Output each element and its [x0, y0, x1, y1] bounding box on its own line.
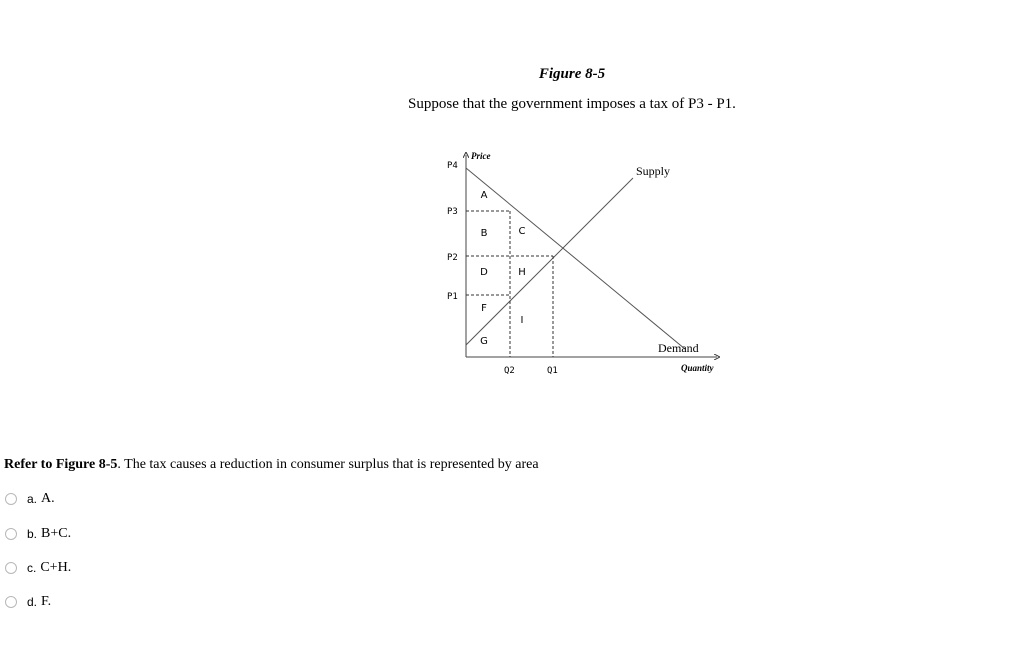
option-letter: c.	[27, 561, 37, 575]
area-label-d: D	[480, 267, 488, 278]
option-d[interactable]	[5, 593, 51, 611]
radio-button-icon[interactable]	[5, 562, 17, 574]
question-body: . The tax causes a reduction in consumer surplus that is represented by area	[117, 457, 539, 472]
option-b[interactable]	[5, 525, 71, 543]
option-letter: a.	[27, 492, 38, 506]
area-label-f: F	[481, 303, 487, 314]
question-figure-ref: Refer to Figure 8-5	[4, 457, 118, 472]
area-label-h: H	[518, 267, 526, 278]
quantity-label-q1: Q1	[547, 366, 558, 376]
price-label-p4: P4	[447, 161, 458, 171]
radio-button-icon[interactable]	[5, 596, 17, 608]
option-c[interactable]	[5, 559, 71, 577]
radio-button-icon[interactable]	[5, 493, 17, 505]
option-a[interactable]	[5, 490, 55, 508]
option-text: F.	[41, 594, 52, 609]
option-letter: b.	[27, 527, 38, 541]
supply-label: Supply	[636, 164, 671, 178]
price-label-p2: P2	[447, 253, 458, 263]
figure-subtitle: Suppose that the government imposes a tax of P3 - P1.	[408, 96, 736, 112]
price-label-p1: P1	[447, 292, 458, 302]
price-label-p3: P3	[447, 207, 458, 217]
quantity-label-q2: Q2	[504, 366, 515, 376]
y-axis-title: Price	[471, 151, 491, 161]
area-label-b: B	[480, 228, 488, 239]
demand-label: Demand	[658, 341, 699, 355]
area-label-a: A	[480, 190, 488, 201]
supply-curve	[466, 178, 633, 345]
option-text: A.	[41, 491, 55, 506]
question-text	[4, 457, 539, 473]
option-text: C+H.	[40, 560, 72, 575]
area-label-g: G	[480, 336, 488, 347]
figure-title: Figure 8-5	[538, 66, 606, 82]
option-text: B+C.	[41, 526, 72, 541]
option-letter: d.	[27, 595, 38, 609]
area-label-c: C	[518, 226, 526, 237]
radio-button-icon[interactable]	[5, 528, 17, 540]
area-label-i: I	[520, 315, 524, 326]
supply-demand-figure	[430, 145, 740, 380]
x-axis-title: Quantity	[681, 363, 714, 373]
demand-curve	[466, 168, 685, 349]
